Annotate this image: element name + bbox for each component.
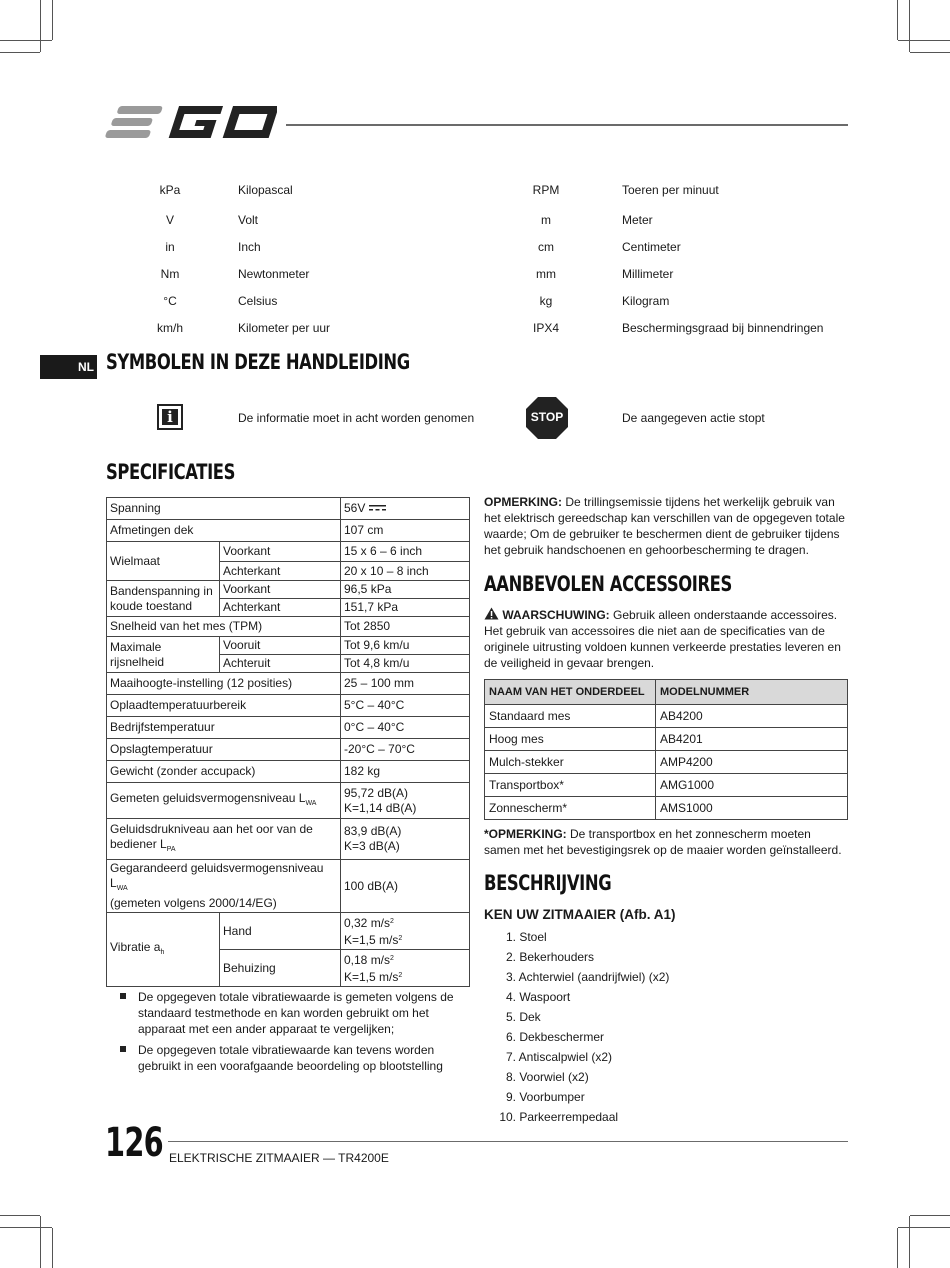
spec-value: 0°C – 40°C <box>341 717 470 739</box>
item-number: 2. <box>505 950 516 964</box>
table-row <box>485 774 848 797</box>
spec-value-line: 0,18 m/s <box>344 953 391 967</box>
header-rule <box>286 124 848 126</box>
table-row <box>107 739 470 761</box>
footer-title: ELEKTRISCHE ZITMAAIER — TR4200E <box>169 1151 389 1165</box>
crop-mark <box>909 0 910 52</box>
table-row <box>485 751 848 774</box>
spec-label: Maximale rijsnelheid <box>107 637 220 673</box>
crop-mark <box>0 52 40 53</box>
spec-label-subscript: WA <box>305 799 317 807</box>
unit-name: Celsius <box>238 294 278 308</box>
table-row <box>107 913 470 950</box>
spec-value-line: K=1,5 m/s <box>344 970 399 984</box>
units-row <box>105 287 850 314</box>
item-label: Voorbumper <box>519 1090 585 1104</box>
table-row <box>107 520 470 542</box>
list-item <box>494 1107 669 1127</box>
specs-heading: SPECIFICATIES <box>106 460 236 484</box>
spec-value-line: 83,9 dB(A) <box>344 824 402 838</box>
spec-value-line: K=1,5 m/s <box>344 933 399 947</box>
units-row <box>105 260 850 287</box>
unit-abbr: km/h <box>156 321 183 335</box>
spec-value: 5°C – 40°C <box>341 695 470 717</box>
list-item <box>494 967 669 987</box>
dc-symbol-icon <box>369 504 386 512</box>
spec-value-line: 95,72 dB(A) <box>344 785 409 800</box>
parts-list <box>494 927 669 1127</box>
info-icon <box>157 404 183 430</box>
table-row <box>107 761 470 783</box>
crop-mark <box>910 1215 950 1216</box>
unit-abbr: °C <box>163 294 177 308</box>
spec-label-text: Geluidsdrukniveau aan het oor van de bediener L <box>110 821 313 851</box>
spec-label-text: Gemeten geluidsvermogensniveau L <box>110 790 306 805</box>
ego-logo <box>105 100 277 144</box>
table-row <box>107 581 470 599</box>
footer-rule <box>168 1141 848 1142</box>
item-label: Bekerhouders <box>519 950 595 964</box>
spec-label-subscript: WA <box>116 885 128 892</box>
table-row <box>107 783 470 819</box>
unit-name: Beschermingsgraad bij binnendringen <box>622 321 824 335</box>
spec-label: Spanning <box>107 498 341 520</box>
footnote-text: De transportbox en het zonnescherm moeten samen met het bevestigingsrek op de maaier worden geïnstalleerd. <box>484 827 842 857</box>
unit-name: Toeren per minuut <box>622 183 719 197</box>
item-number: 6. <box>505 1030 516 1044</box>
crop-mark <box>909 1216 910 1268</box>
item-number: 3. <box>505 970 516 984</box>
accessory-model: AB4200 <box>656 705 848 728</box>
spec-value <box>341 913 470 950</box>
spec-label-text: Vibratie a <box>110 939 161 954</box>
spec-value: 25 – 100 mm <box>341 673 470 695</box>
item-number: 7. <box>505 1050 516 1064</box>
spec-value <box>341 819 470 860</box>
unit-name: Inch <box>238 240 261 254</box>
units-row <box>105 176 850 206</box>
list-item <box>494 1007 669 1027</box>
warning-label: WAARSCHUWING: <box>502 608 610 622</box>
unit-name: Kilometer per uur <box>238 321 331 335</box>
accessory-model: AMS1000 <box>656 797 848 820</box>
item-number: 1. <box>505 930 516 944</box>
crop-mark <box>897 0 898 40</box>
column-header: MODELNUMMER <box>656 680 848 705</box>
table-header-row <box>485 680 848 705</box>
spec-label: Wielmaat <box>107 542 220 581</box>
item-number: 9. <box>505 1090 516 1104</box>
accessory-name: Mulch-stekker <box>485 751 656 774</box>
crop-mark <box>40 1216 41 1268</box>
spec-label: Oplaadtemperatuurbereik <box>107 695 341 717</box>
language-tab: NL <box>40 355 97 379</box>
accessory-name: Standaard mes <box>485 705 656 728</box>
table-row <box>107 498 470 520</box>
unit-abbr: m <box>541 213 551 227</box>
spec-label-subscript: h <box>160 948 165 956</box>
symbols-heading: SYMBOLEN IN DEZE HANDLEIDING <box>106 350 410 374</box>
spec-sublabel: Voorkant <box>220 581 341 599</box>
spec-value-text: 56V <box>344 501 366 515</box>
note-text: De trillingsemissie tijdens het werkelijk gebruik van het elektrisch gereedschap kan verschillen van de opgegeven totale waarde; Om de gebruiker te beschermen dient de gebruiker tijdens het gebruik handschoenen en gehoorbescherming te dragen. <box>484 495 845 557</box>
crop-mark <box>52 0 53 40</box>
item-label: Dekbeschermer <box>519 1030 605 1044</box>
spec-label <box>107 783 341 819</box>
list-item <box>494 1067 669 1087</box>
spec-label <box>107 819 341 860</box>
item-number: 8. <box>505 1070 516 1084</box>
units-row <box>105 206 850 233</box>
units-row <box>105 233 850 260</box>
list-item-text: De opgegeven totale vibratiewaarde is gemeten volgens de standaard testmethode en kan worden gebruikt om het apparaat met een ander apparaat te vergelijken; <box>138 990 454 1036</box>
table-row <box>107 860 470 913</box>
spec-value: 182 kg <box>341 761 470 783</box>
ego-logo-graphic <box>105 100 277 144</box>
info-icon-glyph: i <box>162 409 178 425</box>
unit-abbr: mm <box>536 267 556 281</box>
spec-value-line: K=3 dB(A) <box>344 839 400 853</box>
crop-mark <box>898 1227 950 1228</box>
item-label: Waspoort <box>519 990 571 1004</box>
superscript: 2 <box>398 935 403 942</box>
warning-icon <box>484 607 499 620</box>
accessories-heading: AANBEVOLEN ACCESSOIRES <box>484 572 732 596</box>
unit-name: Newtonmeter <box>238 267 310 281</box>
crop-mark <box>52 1228 53 1268</box>
spec-label: Snelheid van het mes (TPM) <box>107 617 341 637</box>
spec-sublabel: Achterkant <box>220 562 341 581</box>
bullet-square-icon <box>120 1046 126 1052</box>
item-label: Parkeerrempedaal <box>519 1110 619 1124</box>
note-label: OPMERKING: <box>484 495 562 509</box>
accessory-name: Zonnescherm* <box>485 797 656 820</box>
list-item <box>494 1027 669 1047</box>
spec-sublabel: Voorkant <box>220 542 341 562</box>
spec-label: Maaihoogte-instelling (12 posities) <box>107 673 341 695</box>
list-item <box>494 947 669 967</box>
spec-value <box>341 498 470 520</box>
unit-name: Centimeter <box>622 240 681 254</box>
units-row <box>105 314 850 341</box>
accessories-table <box>484 679 848 820</box>
spec-label-text: Gegarandeerd geluidsvermogensniveau L <box>110 861 324 890</box>
table-row <box>107 673 470 695</box>
spec-value: 20 x 10 – 8 inch <box>341 562 470 581</box>
item-number: 4. <box>505 990 516 1004</box>
vibration-note <box>484 494 850 558</box>
table-row <box>107 695 470 717</box>
unit-abbr: in <box>165 240 175 254</box>
table-row <box>485 797 848 820</box>
info-symbol-text: De informatie moet in acht worden genomen <box>238 411 475 425</box>
unit-abbr: cm <box>538 240 554 254</box>
spec-value <box>341 950 470 987</box>
table-row <box>107 617 470 637</box>
units-table <box>105 176 850 341</box>
description-heading: BESCHRIJVING <box>484 871 612 895</box>
spec-value: Tot 4,8 km/u <box>341 655 470 673</box>
item-label: Stoel <box>519 930 547 944</box>
spec-value-line: 0,32 m/s <box>344 916 391 930</box>
accessory-name: Transportbox* <box>485 774 656 797</box>
unit-name: Kilopascal <box>238 183 293 197</box>
unit-abbr: IPX4 <box>532 321 559 335</box>
item-number: 5. <box>505 1010 516 1024</box>
crop-mark <box>0 1227 52 1228</box>
spec-value: 100 dB(A) <box>341 860 470 913</box>
spec-label <box>107 860 341 913</box>
spec-label-text: (gemeten volgens 2000/14/EG) <box>110 896 277 910</box>
list-item <box>118 989 468 1037</box>
spec-label: Bedrijfstemperatuur <box>107 717 341 739</box>
spec-value: 151,7 kPa <box>341 599 470 617</box>
accessories-footnote <box>484 826 850 858</box>
table-row <box>485 728 848 751</box>
item-label: Dek <box>519 1010 541 1024</box>
crop-mark <box>910 52 950 53</box>
list-item <box>494 927 669 947</box>
bullet-square-icon <box>120 993 126 999</box>
crop-mark <box>898 40 950 41</box>
unit-abbr: Nm <box>160 267 180 281</box>
stop-label: STOP <box>530 410 564 424</box>
bullet-list <box>118 989 468 1079</box>
unit-abbr: V <box>165 213 174 227</box>
spec-value: 96,5 kPa <box>341 581 470 599</box>
warning-text: Gebruik alleen onderstaande accessoires. Het gebruik van accessoires die niet aan de specificaties van de originele uitrusting voldoen kunnen verkeerde prestaties leveren en de veiligheid in gevaar brengen. <box>484 608 841 670</box>
spec-label: Afmetingen dek <box>107 520 341 542</box>
unit-name: Meter <box>622 213 653 227</box>
crop-mark <box>0 1215 40 1216</box>
accessories-warning <box>484 607 850 671</box>
page-number: 126 <box>105 1120 163 1166</box>
unit-name: Volt <box>238 213 259 227</box>
column-header: NAAM VAN HET ONDERDEEL <box>485 680 656 705</box>
spec-label: Bandenspanning in koude toestand <box>107 581 220 617</box>
spec-value-line: K=1,14 dB(A) <box>344 800 417 815</box>
list-item <box>494 1047 669 1067</box>
spec-value: -20°C – 70°C <box>341 739 470 761</box>
list-item <box>494 1087 669 1107</box>
spec-sublabel: Vooruit <box>220 637 341 655</box>
spec-value <box>341 783 470 819</box>
superscript: 2 <box>390 918 394 925</box>
accessory-name: Hoog mes <box>485 728 656 751</box>
table-row <box>107 819 470 860</box>
table-row <box>107 542 470 562</box>
stop-symbol-text: De aangegeven actie stopt <box>622 411 765 425</box>
list-item-text: De opgegeven totale vibratiewaarde kan tevens worden gebruikt in een voorafgaande beoordeling op blootstelling <box>138 1043 443 1073</box>
item-label: Antiscalpwiel (x2) <box>518 1050 613 1064</box>
table-row <box>485 705 848 728</box>
accessory-model: AMP4200 <box>656 751 848 774</box>
table-row <box>107 637 470 655</box>
stop-icon <box>525 396 569 440</box>
unit-abbr: kg <box>539 294 553 308</box>
description-subheading: KEN UW ZITMAAIER (Afb. A1) <box>484 907 676 922</box>
superscript: 2 <box>398 972 403 979</box>
spec-value: 15 x 6 – 6 inch <box>341 542 470 562</box>
crop-mark <box>40 0 41 52</box>
table-row <box>107 717 470 739</box>
accessory-model: AB4201 <box>656 728 848 751</box>
item-number: 10. <box>499 1110 516 1124</box>
footnote-label: *OPMERKING: <box>484 827 567 841</box>
spec-sublabel: Behuizing <box>220 950 341 987</box>
spec-sublabel: Achterkant <box>220 599 341 617</box>
list-item <box>118 1042 468 1074</box>
unit-name: Millimeter <box>622 267 674 281</box>
crop-mark <box>0 40 52 41</box>
spec-value: Tot 2850 <box>341 617 470 637</box>
item-label: Achterwiel (aandrijfwiel) (x2) <box>518 970 670 984</box>
accessory-model: AMG1000 <box>656 774 848 797</box>
spec-label <box>107 913 220 987</box>
specs-table <box>106 497 470 987</box>
spec-label: Gewicht (zonder accupack) <box>107 761 341 783</box>
list-item <box>494 987 669 1007</box>
item-label: Voorwiel (x2) <box>519 1070 589 1084</box>
spec-label-subscript: PA <box>166 845 176 853</box>
crop-mark <box>897 1228 898 1268</box>
superscript: 2 <box>390 955 394 962</box>
spec-value: 107 cm <box>341 520 470 542</box>
spec-sublabel: Hand <box>220 913 341 950</box>
unit-abbr: RPM <box>532 183 560 197</box>
spec-label: Opslagtemperatuur <box>107 739 341 761</box>
unit-abbr: kPa <box>159 183 181 197</box>
spec-value: Tot 9,6 km/u <box>341 637 470 655</box>
unit-name: Kilogram <box>622 294 670 308</box>
spec-sublabel: Achteruit <box>220 655 341 673</box>
